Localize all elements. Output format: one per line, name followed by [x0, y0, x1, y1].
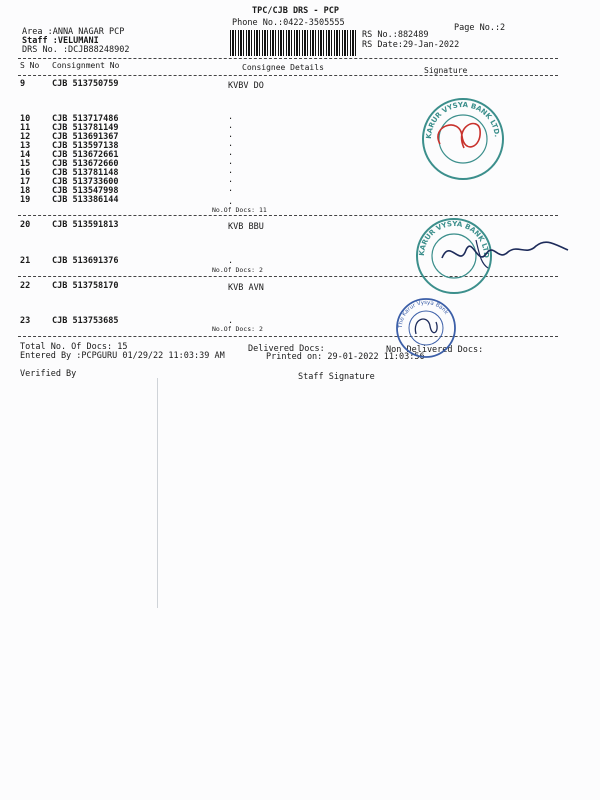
area-label: Area :ANNA NAGAR PCP: [22, 27, 125, 37]
row-sno: 23: [20, 316, 31, 326]
docs-count: No.Of Docs: 2: [212, 325, 263, 333]
row-consignment: CJB 513753685: [52, 316, 119, 326]
bank-stamp-3: [394, 296, 458, 360]
entered-by: Entered By :PCPGURU 01/29/22 11:03:39 AM: [20, 351, 225, 361]
phone-number: Phone No.:0422-3505555: [232, 18, 345, 28]
row-details: .: [228, 157, 234, 167]
col-sno: S No: [20, 61, 40, 70]
staff-label: Staff :VELUMANI: [22, 36, 99, 46]
row-consignment: CJB 513672660: [52, 159, 119, 169]
verified-by: Verified By: [20, 369, 77, 379]
rs-date: RS Date:29-Jan-2022: [362, 40, 460, 50]
delivered-docs: Delivered Docs:: [248, 344, 325, 354]
row-sno: 18: [20, 186, 31, 196]
row-sno: 17: [20, 177, 31, 187]
row-consignment: CJB 513691376: [52, 256, 119, 266]
col-signature: Signature: [424, 66, 468, 75]
row-details: .: [228, 139, 234, 149]
row-consignment: CJB 513672661: [52, 150, 119, 160]
row-details: .: [228, 112, 234, 122]
row-consignment: CJB 513547998: [52, 186, 119, 196]
row-sno: 19: [20, 195, 31, 205]
barcode: [230, 30, 356, 56]
row-details: KVB AVN: [228, 283, 264, 293]
row-details: .: [228, 175, 234, 185]
bank-stamp-1: [420, 96, 506, 182]
row-consignment: CJB 513781149: [52, 123, 119, 133]
divider: [18, 215, 558, 216]
divider: [18, 336, 558, 337]
row-details: .: [228, 256, 234, 266]
row-consignment: CJB 513750759: [52, 79, 119, 89]
row-consignment: CJB 513591813: [52, 220, 119, 230]
row-consignment: CJB 513717486: [52, 114, 119, 124]
row-details: .: [228, 148, 234, 158]
docs-count: No.Of Docs: 11: [212, 206, 267, 214]
divider: [18, 58, 558, 59]
row-details: .: [228, 166, 234, 176]
row-sno: 12: [20, 132, 31, 142]
drs-number: DRS No. :DCJB88248902: [22, 45, 130, 55]
row-sno: 22: [20, 281, 31, 291]
stamp-1-text: KARUR VYSYA BANK LTD.: [424, 100, 501, 140]
row-sno: 20: [20, 220, 31, 230]
row-consignment: CJB 513781148: [52, 168, 119, 178]
signature-scribble: [436, 228, 576, 278]
row-sno: 21: [20, 256, 31, 266]
row-consignment: CJB 513386144: [52, 195, 119, 205]
rs-number: RS No.:882489: [362, 30, 429, 40]
row-consignment: CJB 513597138: [52, 141, 119, 151]
row-details: .: [228, 130, 234, 140]
scan-mark: [157, 378, 158, 608]
report-title: TPC/CJB DRS - PCP: [252, 6, 339, 16]
printed-on: Printed on: 29-01-2022 11:03:56: [266, 352, 425, 362]
divider: [18, 75, 558, 76]
row-sno: 11: [20, 123, 31, 133]
row-details: KVB BBU: [228, 222, 264, 232]
row-sno: 9: [20, 79, 26, 89]
row-consignment: CJB 513733600: [52, 177, 119, 187]
total-docs: Total No. Of Docs: 15: [20, 342, 128, 352]
col-consignment: Consignment No: [52, 61, 120, 70]
stamp-3-text: The Karur Vysya Bank: [397, 299, 450, 329]
row-details: .: [228, 197, 234, 207]
row-details: .: [228, 121, 234, 131]
row-sno: 10: [20, 114, 31, 124]
stamp-2-text: KARUR VYSYA BANK LTD: [417, 219, 491, 258]
row-sno: 13: [20, 141, 31, 151]
row-sno: 14: [20, 150, 31, 160]
row-consignment: CJB 513691367: [52, 132, 119, 142]
row-consignment: CJB 513758170: [52, 281, 119, 291]
row-sno: 16: [20, 168, 31, 178]
row-details: KVBV DO: [228, 81, 264, 91]
staff-signature: Staff Signature: [298, 372, 375, 382]
col-consignee-details: Consignee Details: [242, 63, 324, 72]
page-number: Page No.:2: [454, 23, 506, 33]
row-details: .: [228, 316, 234, 326]
row-details: .: [228, 184, 234, 194]
non-delivered-docs: Non Delivered Docs:: [386, 345, 484, 355]
docs-count: No.Of Docs: 2: [212, 266, 263, 274]
row-sno: 15: [20, 159, 31, 169]
